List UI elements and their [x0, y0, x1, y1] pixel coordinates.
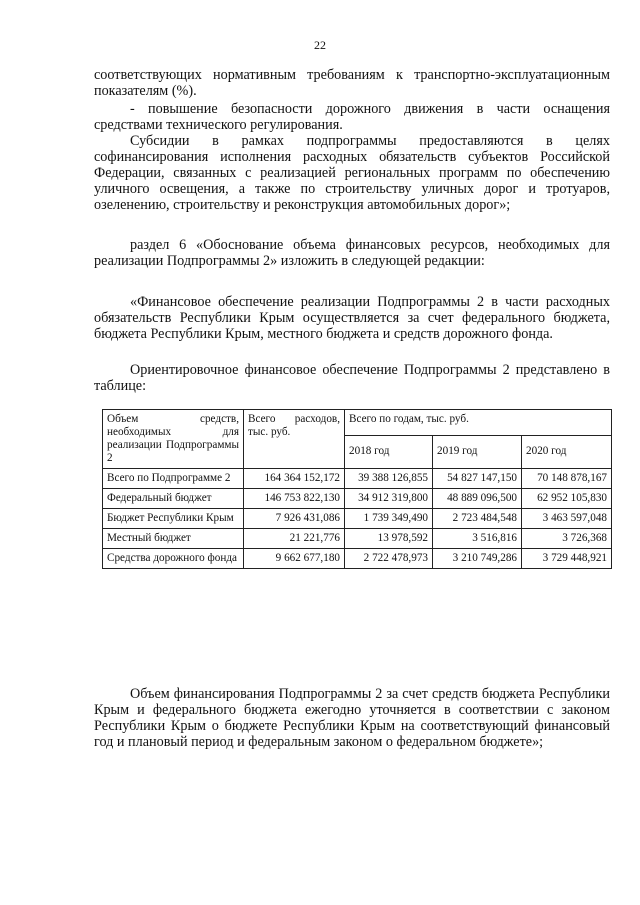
- cell-total: 7 926 431,086: [244, 509, 345, 529]
- cell-2020: 70 148 878,167: [522, 469, 612, 489]
- cell-2020: 3 463 597,048: [522, 509, 612, 529]
- header-year-2020: 2020 год: [522, 435, 612, 468]
- table-row: [103, 549, 612, 569]
- financing-table: [102, 409, 612, 569]
- cell-total: 21 221,776: [244, 529, 345, 549]
- row-label: Местный бюджет: [103, 529, 244, 549]
- cell-2019: 2 723 484,548: [433, 509, 522, 529]
- cell-2018: 34 912 319,800: [345, 489, 433, 509]
- table-row: [103, 469, 612, 489]
- paragraph-text: «Финансовое обеспечение реализации Подпрограммы 2 в части расходных обязательств Республики Крым осуществляется за счет федерального бюджета, бюджета Республики Крым, местного бюджета и средств дорожного фонда.: [94, 294, 610, 342]
- cell-2020: 62 952 105,830: [522, 489, 612, 509]
- table-row: [103, 529, 612, 549]
- header-year-2018: 2018 год: [345, 435, 433, 468]
- cell-2018: 2 722 478,973: [345, 549, 433, 569]
- row-label: Всего по Подпрограмме 2: [103, 469, 244, 489]
- paragraph-section-6: [94, 237, 610, 269]
- page-number: 22: [314, 38, 326, 52]
- cell-2019: 54 827 147,150: [433, 469, 522, 489]
- row-label: Бюджет Республики Крым: [103, 509, 244, 529]
- cell-2019: 48 889 096,500: [433, 489, 522, 509]
- paragraph-budget-volume: [94, 686, 610, 750]
- cell-2018: 1 739 349,490: [345, 509, 433, 529]
- paragraph-text: Ориентировочное финансовое обеспечение Подпрограммы 2 представлено в таблице:: [94, 362, 610, 394]
- paragraph-text: раздел 6 «Обоснование объема финансовых ресурсов, необходимых для реализации Подпрограммы 2» изложить в следующей редакции:: [94, 237, 610, 269]
- paragraph-table-intro: [94, 362, 610, 394]
- paragraph-subsidies: [94, 133, 610, 213]
- row-label: Федеральный бюджет: [103, 489, 244, 509]
- cell-total: 164 364 152,172: [244, 469, 345, 489]
- paragraph-financing: [94, 294, 610, 342]
- paragraph-indicators-end: [94, 67, 610, 99]
- header-total: Всего расходов, тыс. руб.: [244, 410, 345, 469]
- financing-table-wrapper: [102, 409, 612, 569]
- cell-2019: 3 210 749,286: [433, 549, 522, 569]
- cell-2018: 13 978,592: [345, 529, 433, 549]
- paragraph-text: - повышение безопасности дорожного движения в части оснащения средствами технического регулирования.: [94, 101, 610, 133]
- paragraph-text: соответствующих нормативным требованиям к транспортно-эксплуатационным показателям (%).: [94, 67, 610, 99]
- table-row: [103, 489, 612, 509]
- cell-2018: 39 388 126,855: [345, 469, 433, 489]
- paragraph-safety: [94, 101, 610, 133]
- cell-2019: 3 516,816: [433, 529, 522, 549]
- table-header-row: [103, 410, 612, 436]
- paragraph-text: Субсидии в рамках подпрограммы предоставляются в целях софинансирования исполнения расходных обязательств субъектов Российской Федерации, связанных с реализацией региональных программ по обеспечению уличного освещения, а также по строительству уличных дорог и тротуаров, озеленению, строительству и реконструкция автомобильных дорог»;: [94, 133, 610, 213]
- row-label: Средства дорожного фонда: [103, 549, 244, 569]
- header-years-group: Всего по годам, тыс. руб.: [345, 410, 612, 436]
- cell-2020: 3 726,368: [522, 529, 612, 549]
- cell-2020: 3 729 448,921: [522, 549, 612, 569]
- cell-total: 146 753 822,130: [244, 489, 345, 509]
- paragraph-text: Объем финансирования Подпрограммы 2 за счет средств бюджета Республики Крым и федерального бюджета ежегодно уточняется в соответствии с законом Республики Крым о бюджете Республики Крым на соответствующий финансовый год и плановый период и федеральным законом о федеральном бюджете»;: [94, 686, 610, 750]
- header-year-2019: 2019 год: [433, 435, 522, 468]
- header-volume: Объем средств, необходимых для реализации Подпрограммы 2: [103, 410, 244, 469]
- cell-total: 9 662 677,180: [244, 549, 345, 569]
- table-row: [103, 509, 612, 529]
